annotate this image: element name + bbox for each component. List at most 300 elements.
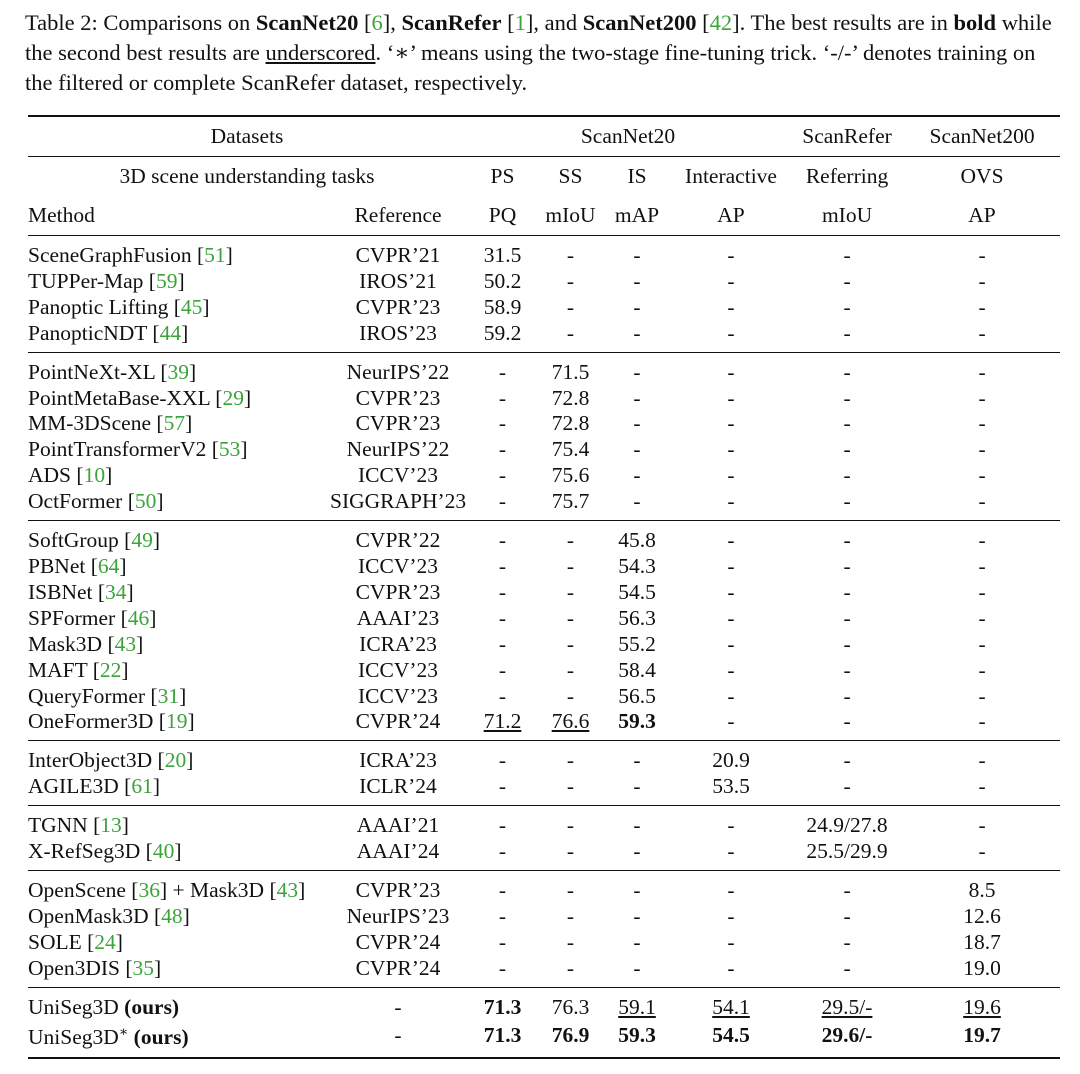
value-cell-ss-miou: [539, 489, 602, 520]
value-is-map: -: [633, 411, 641, 436]
citation-link[interactable]: 6: [371, 10, 383, 35]
value-cell-is-map: [602, 580, 672, 606]
value-interactive-ap: -: [727, 463, 735, 488]
citation-link[interactable]: 20: [164, 748, 187, 773]
method-name: OctFormer: [28, 489, 123, 514]
value-ps-pq: -: [498, 489, 507, 514]
value-cell-ps-pq: [466, 554, 539, 580]
value-referring-miou: -: [843, 463, 851, 488]
value-ovs-ap: -: [978, 579, 986, 604]
table-row: [28, 489, 1060, 520]
value-ps-pq: -: [498, 683, 507, 708]
value-ovs-ap: -: [978, 774, 986, 799]
value-is-map: 55.2: [618, 631, 656, 656]
caption-dataset-scannet20: ScanNet20: [255, 10, 359, 35]
citation-link[interactable]: 22: [99, 657, 122, 682]
method-cell: [28, 1020, 330, 1057]
citation-link[interactable]: 36: [138, 877, 160, 902]
value-ps-pq: 50.2: [483, 268, 522, 293]
method-cell: Mask3D [43]: [28, 631, 144, 656]
value-ss-miou: -: [566, 657, 575, 682]
value-cell-ss-miou: [539, 956, 602, 987]
value-cell-is-map: [602, 839, 672, 870]
value-cell-is-map: [602, 1020, 672, 1057]
value-referring-miou: -: [843, 437, 851, 462]
value-cell-referring-miou: [790, 321, 904, 352]
two-stage-marker: ∗: [118, 1025, 129, 1041]
value-is-map: -: [633, 903, 641, 928]
reference-cell: ICCV’23: [357, 657, 439, 682]
value-is-map: -: [633, 268, 641, 293]
value-cell-ps-pq: [466, 956, 539, 987]
reference-cell: CVPR’24: [355, 709, 441, 734]
value-cell-ovs-ap: [904, 489, 1060, 520]
value-cell-referring-miou: [790, 741, 904, 774]
task-interactive: Interactive: [672, 157, 790, 197]
method-cell: InterObject3D [20]: [28, 741, 330, 774]
value-interactive-ap: -: [727, 320, 735, 345]
caption-dataset-scanrefer: ScanRefer: [401, 10, 502, 35]
value-referring-miou: -: [843, 320, 851, 345]
method-name: QueryFormer: [28, 683, 146, 708]
citation-link[interactable]: 59: [155, 268, 178, 293]
method-name: TUPPer-Map: [28, 268, 144, 293]
caption-text: while the second best results are: [25, 10, 1052, 65]
value-cell-ps-pq: [466, 411, 539, 437]
value-ps-pq: -: [498, 657, 507, 682]
value-cell-referring-miou: [790, 295, 904, 321]
table-row: [28, 580, 1060, 606]
value-interactive-ap: -: [727, 657, 735, 682]
citation-link[interactable]: 53: [218, 437, 241, 462]
value-ovs-ap: -: [978, 813, 986, 838]
method-name: AGILE3D: [28, 774, 119, 799]
method-cell: MAFT [22]: [28, 657, 129, 682]
value-interactive-ap: -: [727, 839, 735, 864]
scannet200-header: ScanNet200: [904, 116, 1060, 157]
method-cell: [28, 987, 330, 1020]
value-cell-ss-miou: [539, 352, 602, 385]
value-cell-referring-miou: [790, 606, 904, 632]
citation-link[interactable]: 39: [167, 359, 190, 384]
method-cell: PanopticNDT [44]: [28, 320, 189, 345]
method-label: Method: [28, 203, 95, 227]
value-interactive-ap: -: [727, 489, 735, 514]
value-ovs-ap: -: [978, 294, 986, 319]
ours-label: (ours): [133, 1025, 189, 1050]
value-cell-ps-pq: [466, 352, 539, 385]
method-cell: Panoptic Lifting [45]: [28, 294, 210, 319]
value-cell-ps-pq: [466, 236, 539, 269]
value-referring-miou: -: [843, 553, 851, 578]
reference-cell: CVPR’23: [355, 294, 441, 319]
citation-link[interactable]: 50: [134, 489, 157, 514]
value-cell-ovs-ap: [904, 321, 1060, 352]
value-cell-ss-miou: [539, 806, 602, 839]
reference-cell: NeurIPS’22: [346, 437, 450, 462]
value-cell-ps-pq: [466, 709, 539, 740]
value-ovs-ap: -: [978, 657, 986, 682]
value-ps-pq: -: [498, 411, 507, 436]
value-cell-ss-miou: [539, 632, 602, 658]
citation-link[interactable]: 61: [131, 774, 153, 799]
value-cell-interactive-ap: [672, 684, 790, 710]
reference-cell: -: [330, 1020, 466, 1057]
value-is-map: -: [633, 489, 641, 514]
citation-link[interactable]: 48: [161, 903, 183, 928]
value-cell-ps-pq: [466, 658, 539, 684]
value-ovs-ap: 19.7: [963, 1023, 1001, 1048]
value-cell-is-map: [602, 904, 672, 930]
table-row: [28, 987, 1060, 1020]
citation-link[interactable]: 42: [709, 10, 733, 35]
value-cell-ps-pq: [466, 1020, 539, 1057]
value-ss-miou: 76.9: [551, 1023, 590, 1048]
value-referring-miou: 24.9/27.8: [806, 813, 888, 838]
value-ss-miou: -: [566, 294, 575, 319]
value-cell-ovs-ap: [904, 870, 1060, 903]
citation-link[interactable]: 29: [222, 385, 244, 410]
value-ss-miou: -: [566, 877, 575, 902]
value-cell-interactive-ap: [672, 870, 790, 903]
method-name: OpenMask3D: [28, 903, 149, 928]
caption-text: . The best results are in: [739, 10, 954, 35]
value-cell-ovs-ap: [904, 521, 1060, 554]
value-ss-miou: -: [566, 929, 575, 954]
value-is-map: 59.3: [618, 1023, 656, 1048]
method-cell: PBNet [64]: [28, 553, 127, 578]
value-ss-miou: 72.8: [551, 385, 590, 410]
value-interactive-ap: -: [727, 553, 735, 578]
value-cell-is-map: [602, 269, 672, 295]
value-ps-pq: -: [498, 839, 507, 864]
table-row: [28, 236, 1060, 269]
value-is-map: -: [633, 294, 641, 319]
value-referring-miou: 29.5/-: [821, 994, 873, 1019]
method-name: Mask3D: [28, 631, 103, 656]
value-ps-pq: -: [498, 528, 507, 553]
citation-link[interactable]: 45: [180, 294, 203, 319]
value-is-map: -: [633, 320, 641, 345]
value-cell-ss-miou: [539, 904, 602, 930]
citation-link[interactable]: 51: [204, 243, 226, 267]
value-is-map: -: [633, 955, 641, 980]
value-cell-ss-miou: [539, 554, 602, 580]
method-cell: PointNeXt-XL [39]: [28, 352, 330, 385]
value-ss-miou: -: [566, 605, 575, 630]
method-cell: SPFormer [46]: [28, 605, 157, 630]
value-cell-interactive-ap: [672, 521, 790, 554]
table-row: [28, 806, 1060, 839]
value-ss-miou: -: [566, 903, 575, 928]
citation-link[interactable]: 31: [157, 683, 180, 708]
value-cell-ovs-ap: [904, 806, 1060, 839]
value-referring-miou: -: [843, 709, 851, 734]
value-ovs-ap: -: [978, 605, 986, 630]
citation-link[interactable]: 44: [159, 320, 182, 345]
value-ovs-ap: -: [978, 553, 986, 578]
method-name: TGNN: [28, 813, 88, 838]
value-cell-interactive-ap: [672, 930, 790, 956]
value-ps-pq: -: [498, 813, 507, 838]
reference-cell: CVPR’23: [355, 411, 441, 436]
method-name: OpenScene: [28, 877, 126, 902]
value-ps-pq: -: [498, 955, 507, 980]
citation-link[interactable]: 24: [94, 929, 116, 954]
reference-cell: CVPR’24: [355, 955, 441, 980]
value-ss-miou: -: [566, 579, 575, 604]
value-cell-is-map: [602, 806, 672, 839]
value-ovs-ap: -: [978, 243, 986, 267]
reference-cell: CVPR’22: [330, 521, 466, 554]
reference-cell: ICCV’23: [357, 463, 439, 488]
citation-link[interactable]: 40: [152, 839, 175, 864]
value-ss-miou: -: [566, 813, 575, 838]
citation-link[interactable]: 46: [127, 605, 150, 630]
caption-text: , and: [533, 10, 583, 35]
value-is-map: 59.1: [618, 994, 656, 1019]
value-cell-ss-miou: [539, 741, 602, 774]
value-is-map: -: [633, 839, 641, 864]
table-row: [28, 870, 1060, 903]
value-cell-interactive-ap: [672, 1020, 790, 1057]
value-cell-ps-pq: [466, 904, 539, 930]
comparison-table: [28, 115, 1060, 1059]
value-cell-ps-pq: [466, 489, 539, 520]
reference-cell: NeurIPS’22: [330, 352, 466, 385]
citation-link[interactable]: 19: [165, 709, 188, 734]
citation-link[interactable]: 57: [163, 411, 186, 436]
value-cell-ss-miou: [539, 411, 602, 437]
value-cell-interactive-ap: [672, 658, 790, 684]
method-name-extra: + Mask3D: [167, 877, 270, 902]
value-cell-interactive-ap: [672, 411, 790, 437]
value-is-map: 54.5: [618, 579, 656, 604]
value-is-map: 58.4: [618, 657, 656, 682]
scannet20-header: ScanNet20: [466, 116, 790, 157]
value-cell-is-map: [602, 632, 672, 658]
task-ovs: OVS: [904, 157, 1060, 197]
value-ss-miou: -: [566, 774, 575, 799]
table-row: [28, 1020, 1060, 1057]
datasets-label: Datasets: [28, 116, 466, 157]
value-ovs-ap: -: [978, 359, 986, 384]
value-cell-interactive-ap: [672, 806, 790, 839]
value-is-map: -: [633, 463, 641, 488]
value-ss-miou: 71.5: [551, 359, 590, 384]
value-cell-referring-miou: [790, 269, 904, 295]
method-name: Open3DIS: [28, 955, 120, 980]
method-cell: Open3DIS [35]: [28, 955, 162, 980]
value-ovs-ap: -: [978, 528, 986, 553]
value-cell-ovs-ap: [904, 658, 1060, 684]
method-cell: ISBNet [34]: [28, 579, 134, 604]
caption-dataset-scannet200: ScanNet200: [582, 10, 697, 35]
value-cell-is-map: [602, 741, 672, 774]
value-referring-miou: -: [843, 748, 851, 773]
table-row: [28, 904, 1060, 930]
value-cell-ss-miou: [539, 774, 602, 805]
value-interactive-ap: -: [727, 268, 735, 293]
value-cell-ps-pq: [466, 269, 539, 295]
value-cell-ovs-ap: [904, 411, 1060, 437]
value-referring-miou: -: [843, 385, 851, 410]
value-cell-interactive-ap: [672, 774, 790, 805]
value-cell-ss-miou: [539, 321, 602, 352]
value-cell-ss-miou: [539, 1020, 602, 1057]
value-interactive-ap: 20.9: [712, 748, 750, 773]
method-cell: PointTransformerV2 [53]: [28, 437, 248, 462]
value-cell-is-map: [602, 521, 672, 554]
value-ovs-ap: -: [978, 437, 986, 462]
task-ps: PS: [466, 157, 539, 197]
value-cell-referring-miou: [790, 956, 904, 987]
method-cell: SOLE [24]: [28, 929, 123, 954]
value-is-map: 56.5: [618, 683, 656, 708]
table-row: [28, 684, 1060, 710]
citation-link[interactable]: 1: [514, 10, 526, 35]
reference-cell: IROS’21: [359, 268, 437, 293]
value-cell-ps-pq: [466, 806, 539, 839]
value-cell-interactive-ap: [672, 269, 790, 295]
tasks-label: 3D scene understanding tasks: [28, 157, 466, 197]
value-interactive-ap: -: [727, 385, 735, 410]
value-ps-pq: -: [498, 385, 507, 410]
value-cell-referring-miou: [790, 352, 904, 385]
value-cell-ss-miou: [539, 930, 602, 956]
value-cell-referring-miou: [790, 437, 904, 463]
value-cell-ss-miou: [539, 295, 602, 321]
table-row: [28, 632, 1060, 658]
value-is-map: -: [633, 748, 641, 773]
table-row: [28, 321, 1060, 352]
metric-ss-miou: mIoU: [545, 203, 596, 227]
value-referring-miou: -: [843, 631, 851, 656]
value-cell-ovs-ap: [904, 774, 1060, 805]
table-row: [28, 352, 1060, 385]
value-cell-interactive-ap: [672, 236, 790, 269]
value-ss-miou: -: [566, 839, 575, 864]
method-name: MM-3DScene: [28, 411, 152, 436]
value-is-map: -: [633, 774, 641, 799]
reference-cell: CVPR’23: [355, 385, 441, 410]
method-name: InterObject3D: [28, 748, 153, 773]
value-cell-referring-miou: [790, 236, 904, 269]
table-caption: Table 2: Comparisons on ScanNet20 [6], ScanRefer [1], and ScanNet200 [42]. The best results are in bold while the second best results are underscored. ‘∗’ means using the two-stage fine-tuning trick. ‘-/-’ denotes training on the filtered or complete ScanRefer dataset, respectively.: [25, 10, 1052, 95]
value-cell-interactive-ap: [672, 295, 790, 321]
value-interactive-ap: -: [727, 243, 735, 267]
citation-link[interactable]: 35: [132, 955, 155, 980]
value-ovs-ap: -: [978, 463, 986, 488]
value-cell-ps-pq: [466, 930, 539, 956]
value-is-map: -: [633, 813, 641, 838]
table-row: [28, 658, 1060, 684]
value-ps-pq: 31.5: [483, 243, 522, 267]
task-referring: Referring: [790, 157, 904, 197]
value-cell-ss-miou: [539, 236, 602, 269]
citation-link[interactable]: 43: [114, 631, 137, 656]
value-cell-interactive-ap: [672, 709, 790, 740]
value-cell-is-map: [602, 411, 672, 437]
value-cell-interactive-ap: [672, 489, 790, 520]
method-cell: QueryFormer [31]: [28, 683, 187, 708]
value-cell-interactive-ap: [672, 839, 790, 870]
value-ovs-ap: -: [978, 268, 986, 293]
value-referring-miou: -: [843, 268, 851, 293]
reference-cell: ICLR’24: [359, 774, 437, 799]
value-cell-ps-pq: [466, 606, 539, 632]
method-name: MAFT: [28, 657, 88, 682]
value-cell-ovs-ap: [904, 269, 1060, 295]
caption-underlined-word: underscored: [265, 40, 376, 65]
citation-link[interactable]: 34: [105, 579, 127, 604]
value-cell-is-map: [602, 956, 672, 987]
value-cell-is-map: [602, 437, 672, 463]
value-cell-referring-miou: [790, 904, 904, 930]
value-is-map: -: [633, 359, 641, 384]
value-cell-referring-miou: [790, 658, 904, 684]
value-cell-interactive-ap: [672, 321, 790, 352]
value-cell-ovs-ap: [904, 437, 1060, 463]
value-cell-ps-pq: [466, 684, 539, 710]
value-ss-miou: -: [566, 268, 575, 293]
reference-cell: ICCV’23: [357, 553, 439, 578]
method-cell: OneFormer3D [19]: [28, 709, 195, 734]
value-cell-ovs-ap: [904, 352, 1060, 385]
citation-link[interactable]: 49: [131, 528, 153, 553]
value-referring-miou: -: [843, 955, 851, 980]
citation-link[interactable]: 13: [100, 813, 122, 838]
value-cell-interactive-ap: [672, 904, 790, 930]
value-interactive-ap: -: [727, 683, 735, 708]
metric-referring-miou: mIoU: [821, 203, 873, 227]
value-cell-ss-miou: [539, 269, 602, 295]
reference-cell: CVPR’23: [355, 579, 441, 604]
ours-label: (ours): [124, 994, 180, 1019]
value-cell-ps-pq: [466, 386, 539, 412]
value-cell-is-map: [602, 684, 672, 710]
value-ss-miou: -: [566, 631, 575, 656]
value-ss-miou: 75.6: [551, 463, 590, 488]
citation-link[interactable]: 10: [83, 463, 106, 488]
value-cell-ss-miou: [539, 839, 602, 870]
citation-link[interactable]: 43: [276, 877, 299, 902]
method-name: UniSeg3D: [28, 1025, 119, 1050]
value-cell-ps-pq: [466, 437, 539, 463]
method-cell: TUPPer-Map [59]: [28, 268, 185, 293]
value-cell-ovs-ap: [904, 1020, 1060, 1057]
value-cell-ovs-ap: [904, 580, 1060, 606]
value-cell-ps-pq: [466, 521, 539, 554]
table-row: [28, 709, 1060, 740]
value-cell-ovs-ap: [904, 684, 1060, 710]
reference-cell: NeurIPS’23: [346, 903, 450, 928]
value-interactive-ap: -: [727, 877, 735, 902]
value-ss-miou: 75.7: [551, 489, 590, 514]
value-cell-ovs-ap: [904, 987, 1060, 1020]
value-cell-ovs-ap: [904, 386, 1060, 412]
value-referring-miou: -: [843, 903, 851, 928]
value-ss-miou: -: [566, 748, 575, 773]
caption-text: . ‘∗’ means using the two-stage fine-tuning trick. ‘-/-’ denotes training on the filtered or complete ScanRefer dataset, respectively.: [25, 40, 1036, 95]
reference-cell: AAAI’21: [330, 806, 466, 839]
value-ss-miou: -: [566, 683, 575, 708]
table-row: [28, 554, 1060, 580]
table-row: [28, 956, 1060, 987]
method-name: PointNeXt-XL: [28, 359, 155, 384]
citation-link[interactable]: 64: [97, 553, 120, 578]
method-name: SPFormer: [28, 605, 116, 630]
